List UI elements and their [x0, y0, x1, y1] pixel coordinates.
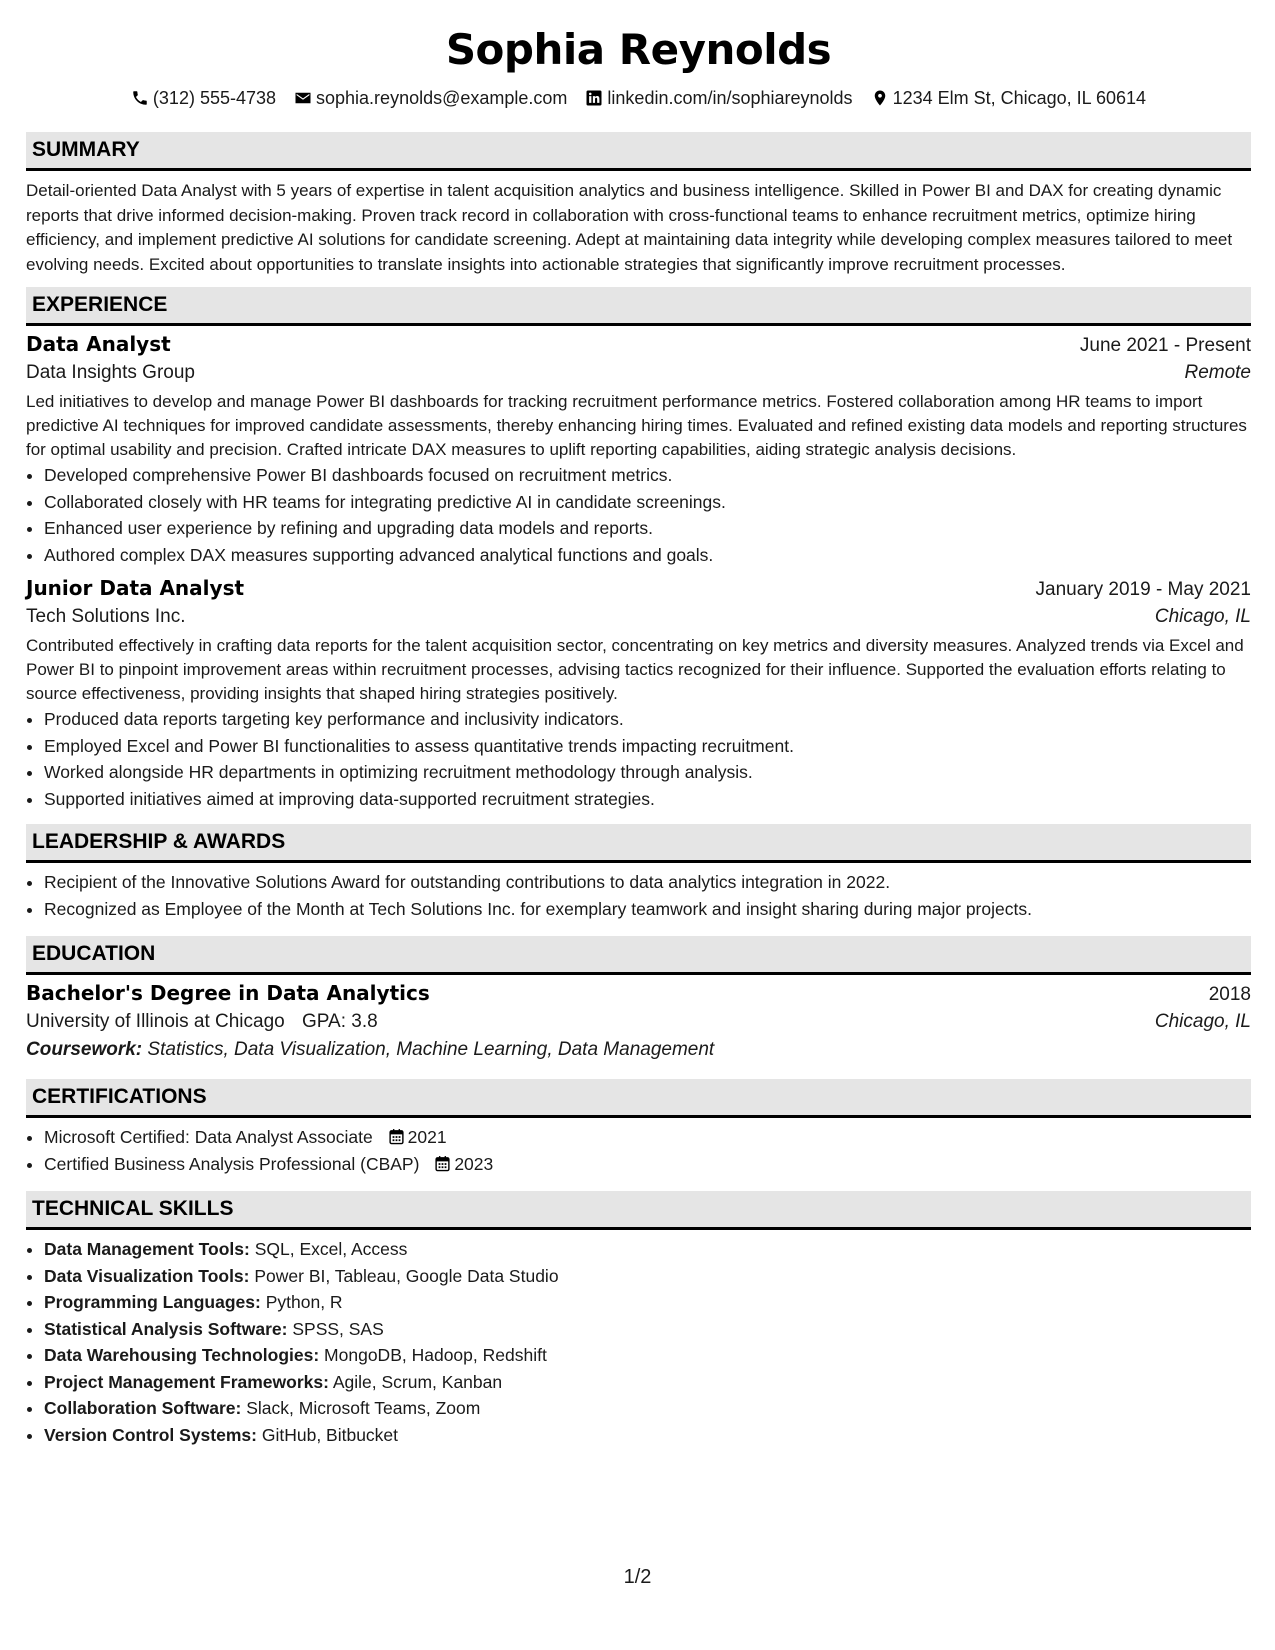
list-item: [44, 1124, 1251, 1151]
list-item: [44, 1263, 1251, 1290]
job-bullets: [26, 706, 1251, 812]
list-item: [44, 1316, 1251, 1343]
job-dates: June 2021 - Present: [1079, 335, 1251, 357]
list-item: • Recipient of the Innovative Solutions Award for outstanding contributions to data analytics integration in 2022.: [44, 869, 1251, 896]
list-item: • Employed Excel and Power BI functionalities to assess quantitative trends impacting recruitment.: [44, 733, 1251, 760]
degree-title: Bachelor's Degree in Data Analytics: [26, 981, 430, 1006]
list-item: [44, 1395, 1251, 1422]
coursework-label: Coursework:: [26, 1039, 143, 1061]
job-location: Chicago, IL: [1154, 606, 1251, 628]
contact-phone[interactable]: [131, 88, 276, 109]
list-item: [44, 1236, 1251, 1263]
skill-value: Power BI, Tableau, Google Data Studio: [254, 1265, 559, 1286]
skill-label: Collaboration Software:: [44, 1398, 242, 1419]
contact-linkedin[interactable]: [585, 88, 852, 109]
map-pin-icon: [871, 89, 889, 107]
candidate-name: Sophia Reynolds: [445, 25, 832, 74]
skill-label: Project Management Frameworks:: [44, 1371, 329, 1392]
skill-label: Statistical Analysis Software:: [44, 1318, 288, 1339]
skill-value: Python, R: [265, 1292, 343, 1313]
phone-icon: [131, 89, 149, 107]
contact-bar: [26, 86, 1251, 110]
resume-page: [26, 0, 1251, 1448]
job-title: Junior Data Analyst: [26, 576, 245, 601]
certification-year: 2023: [454, 1153, 494, 1174]
list-item: • Enhanced user experience by refining and upgrading data models and reports.: [44, 515, 1251, 542]
calendar-icon: [388, 1128, 405, 1145]
contact-address: [871, 88, 1147, 109]
job-entry: [26, 332, 1251, 568]
contact-email[interactable]: [294, 88, 567, 109]
graduation-year: 2018: [1208, 984, 1251, 1006]
skills-list: [26, 1236, 1251, 1448]
skills-header: TECHNICAL SKILLS: [26, 1191, 1251, 1230]
certifications-list: [26, 1124, 1251, 1177]
email-text: sophia.reynolds@example.com: [316, 87, 568, 108]
skill-value: Agile, Scrum, Kanban: [332, 1371, 503, 1392]
skill-value: MongoDB, Hadoop, Redshift: [324, 1345, 547, 1366]
experience-header: EXPERIENCE: [26, 287, 1251, 326]
list-item: [44, 1342, 1251, 1369]
coursework: [26, 1039, 1251, 1061]
education-entry: [26, 981, 1251, 1061]
skill-label: Data Visualization Tools:: [44, 1265, 250, 1286]
address-text: 1234 Elm St, Chicago, IL 60614: [892, 87, 1147, 108]
certification-name: Certified Business Analysis Professional (CBAP): [44, 1153, 420, 1174]
skill-value: SPSS, SAS: [292, 1318, 384, 1339]
job-description: Led initiatives to develop and manage Power BI dashboards for tracking recruitment performance metrics. Fostered collaboration among HR teams to import predictive AI techniques for improved candidate assessments, thereby enhancing hiring times. Evaluated and refined existing data models and reporting structures for optimal usability and precision. Crafted intricate DAX measures to uplift reporting capabilities, aiding strategic analysis decisions.: [26, 392, 1247, 460]
job-dates: January 2019 - May 2021: [1035, 579, 1251, 601]
linkedin-icon: [585, 89, 603, 107]
gpa: GPA: 3.8: [302, 1011, 378, 1033]
job-location: Remote: [1184, 362, 1251, 384]
list-item: [44, 1289, 1251, 1316]
coursework-list: Statistics, Data Visualization, Machine Learning, Data Management: [147, 1039, 715, 1061]
job-title: Data Analyst: [26, 332, 171, 357]
certifications-header: CERTIFICATIONS: [26, 1079, 1251, 1118]
skill-label: Data Warehousing Technologies:: [44, 1345, 320, 1366]
certification-year: 2021: [407, 1127, 447, 1148]
skill-value: GitHub, Bitbucket: [261, 1424, 399, 1445]
skill-label: Data Management Tools:: [44, 1239, 250, 1260]
company-name: Data Insights Group: [26, 362, 195, 384]
skill-label: Version Control Systems:: [44, 1424, 257, 1445]
list-item: • Developed comprehensive Power BI dashboards focused on recruitment metrics.: [44, 462, 1251, 489]
phone-text: (312) 555-4738: [152, 87, 277, 108]
envelope-icon: [294, 89, 312, 107]
job-description: Contributed effectively in crafting data reports for the talent acquisition sector, concentrating on key metrics and diversity measures. Analyzed trends via Excel and Power BI to pinpoint improvement areas within recruitment processes, advising tactics recognized for their influence. Supported the evaluation efforts relating to source effectiveness, providing insights that shaped hiring strategies positively.: [26, 636, 1244, 704]
page-number: 1/2: [623, 1566, 652, 1588]
calendar-icon: [434, 1155, 451, 1172]
list-item: • Recognized as Employee of the Month at Tech Solutions Inc. for exemplary teamwork and insight sharing during major projects.: [44, 896, 1251, 923]
summary-text: Detail-oriented Data Analyst with 5 years of expertise in talent acquisition analytics and business intelligence. Skilled in Power BI and DAX for creating dynamic reports that drive informed decision-making. Proven track record in collaboration with cross-functional teams to enhance recruitment metrics, optimize hiring efficiency, and implement predictive AI solutions for candidate screening. Adept at maintaining data integrity while developing complex measures tailored to meet evolving needs. Excited about opportunities to translate insights into actionable strategies that significantly improve recruitment processes.: [26, 181, 1233, 274]
summary-header: SUMMARY: [26, 132, 1251, 171]
leadership-header: LEADERSHIP & AWARDS: [26, 824, 1251, 863]
list-item: • Worked alongside HR departments in optimizing recruitment methodology through analysis.: [44, 759, 1251, 786]
school-name: University of Illinois at Chicago: [26, 1011, 285, 1033]
school-location: Chicago, IL: [1154, 1011, 1251, 1033]
job-entry: [26, 576, 1251, 812]
job-bullets: [26, 462, 1251, 568]
leadership-list: [26, 869, 1251, 922]
linkedin-text: linkedin.com/in/sophiareynolds: [607, 87, 853, 108]
list-item: [44, 1369, 1251, 1396]
list-item: • Collaborated closely with HR teams for integrating predictive AI in candidate screenings.: [44, 489, 1251, 516]
list-item: • Authored complex DAX measures supporting advanced analytical functions and goals.: [44, 542, 1251, 569]
company-name: Tech Solutions Inc.: [26, 606, 186, 628]
list-item: [44, 1151, 1251, 1178]
skill-value: Slack, Microsoft Teams, Zoom: [246, 1398, 481, 1419]
skill-value: SQL, Excel, Access: [254, 1239, 408, 1260]
skill-label: Programming Languages:: [44, 1292, 261, 1313]
list-item: • Produced data reports targeting key performance and inclusivity indicators.: [44, 706, 1251, 733]
list-item: • Supported initiatives aimed at improving data-supported recruitment strategies.: [44, 786, 1251, 813]
list-item: [44, 1422, 1251, 1449]
certification-name: Microsoft Certified: Data Analyst Associate: [44, 1127, 373, 1148]
education-header: EDUCATION: [26, 936, 1251, 975]
